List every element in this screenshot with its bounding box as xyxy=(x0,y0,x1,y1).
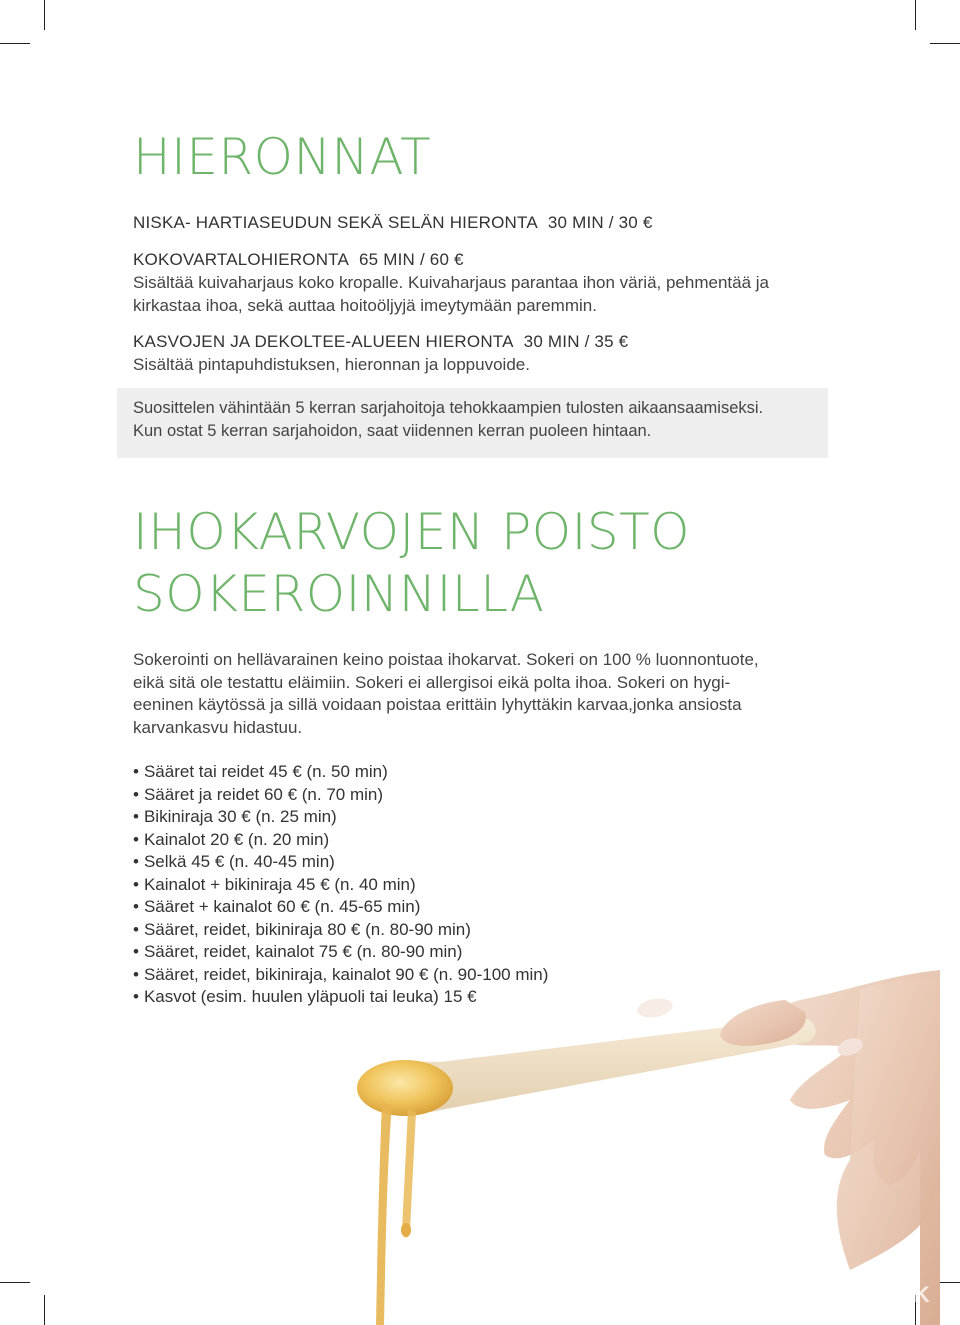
service-price: 65 MIN / 60 € xyxy=(359,250,464,269)
service-face-decollete xyxy=(133,330,853,376)
price-item: • Sääret, reidet, kainalot 75 € (n. 80-90 min) xyxy=(133,941,548,964)
price-item: • Kasvot (esim. huulen yläpuoli tai leuka) 15 € xyxy=(133,986,548,1009)
service-price: 30 MIN / 35 € xyxy=(523,332,629,351)
service-neck-back xyxy=(133,211,853,234)
service-description: Sisältää kuivaharjaus koko kropalle. Kuivaharjaus parantaa ihon väriä, pehmentää ja xyxy=(133,273,769,292)
crop-mark xyxy=(44,1295,45,1325)
watermark-logo: seGEEK xyxy=(838,1282,931,1307)
price-item: • Bikiniraja 30 € (n. 25 min) xyxy=(133,806,548,829)
price-item: • Sääret ja reidet 60 € (n. 70 min) xyxy=(133,784,548,807)
intro-line: karvankasvu hidastuu. xyxy=(133,717,303,737)
price-item: • Sääret + kainalot 60 € (n. 45-65 min) xyxy=(133,896,548,919)
price-item: • Selkä 45 € (n. 40-45 min) xyxy=(133,851,548,874)
price-item: • Sääret, reidet, bikiniraja, kainalot 90 € (n. 90-100 min) xyxy=(133,964,548,987)
service-name: NISKA- HARTIASEUDUN SEKÄ SELÄN HIERONTA xyxy=(133,213,538,232)
crop-mark xyxy=(915,0,916,30)
service-description: Sisältää pintapuhdistuksen, hieronnan ja loppuvoide. xyxy=(133,355,530,374)
service-full-body xyxy=(133,248,853,317)
service-name: KOKOVARTALOHIERONTA xyxy=(133,250,350,269)
sugaring-title-line: SOKEROINNILLA xyxy=(133,565,545,623)
sugaring-title xyxy=(133,501,690,625)
crop-mark xyxy=(0,1282,30,1283)
intro-line: eeninen käytössä ja sillä voidaan poistaa erittäin lyhyttäkin karvaa,jonka ansiosta xyxy=(133,695,742,714)
price-item: • Sääret tai reidet 45 € (n. 50 min) xyxy=(133,761,548,784)
series-offer-note xyxy=(117,388,828,458)
price-item: • Sääret, reidet, bikiniraja 80 € (n. 80-90 min) xyxy=(133,919,548,942)
price-item: • Kainalot + bikiniraja 45 € (n. 40 min) xyxy=(133,874,548,897)
sugaring-title-line: IHOKARVOJEN POISTO xyxy=(133,503,691,561)
crop-mark xyxy=(930,43,960,44)
note-line: Suosittelen vähintään 5 kerran sarjahoitoja tehokkaampien tulosten aikaansaamiseksi. xyxy=(133,399,764,417)
service-description: kirkastaa ihoa, sekä auttaa hoitoöljyjä imeytymään paremmin. xyxy=(133,296,597,315)
crop-mark xyxy=(44,0,45,30)
intro-line: eikä sitä ole testattu eläimiin. Sokeri ei allergisoi eikä polta ihoa. Sokeri on hygi- xyxy=(133,672,731,692)
service-name: KASVOJEN JA DEKOLTEE-ALUEEN HIERONTA xyxy=(133,332,514,351)
intro-line: Sokerointi on hellävarainen keino poistaa ihokarvat. Sokeri on 100 % luonnontuote, xyxy=(133,650,759,669)
hand-with-sugar-paste-photo xyxy=(330,930,940,1325)
massage-title: HIERONNAT xyxy=(133,128,432,186)
price-item: • Kainalot 20 € (n. 20 min) xyxy=(133,829,548,852)
sugaring-intro xyxy=(133,649,823,739)
crop-mark xyxy=(0,43,30,44)
service-price: 30 MIN / 30 € xyxy=(547,213,653,232)
note-line: Kun ostat 5 kerran sarjahoidon, saat viidennen kerran puoleen hintaan. xyxy=(133,422,652,440)
